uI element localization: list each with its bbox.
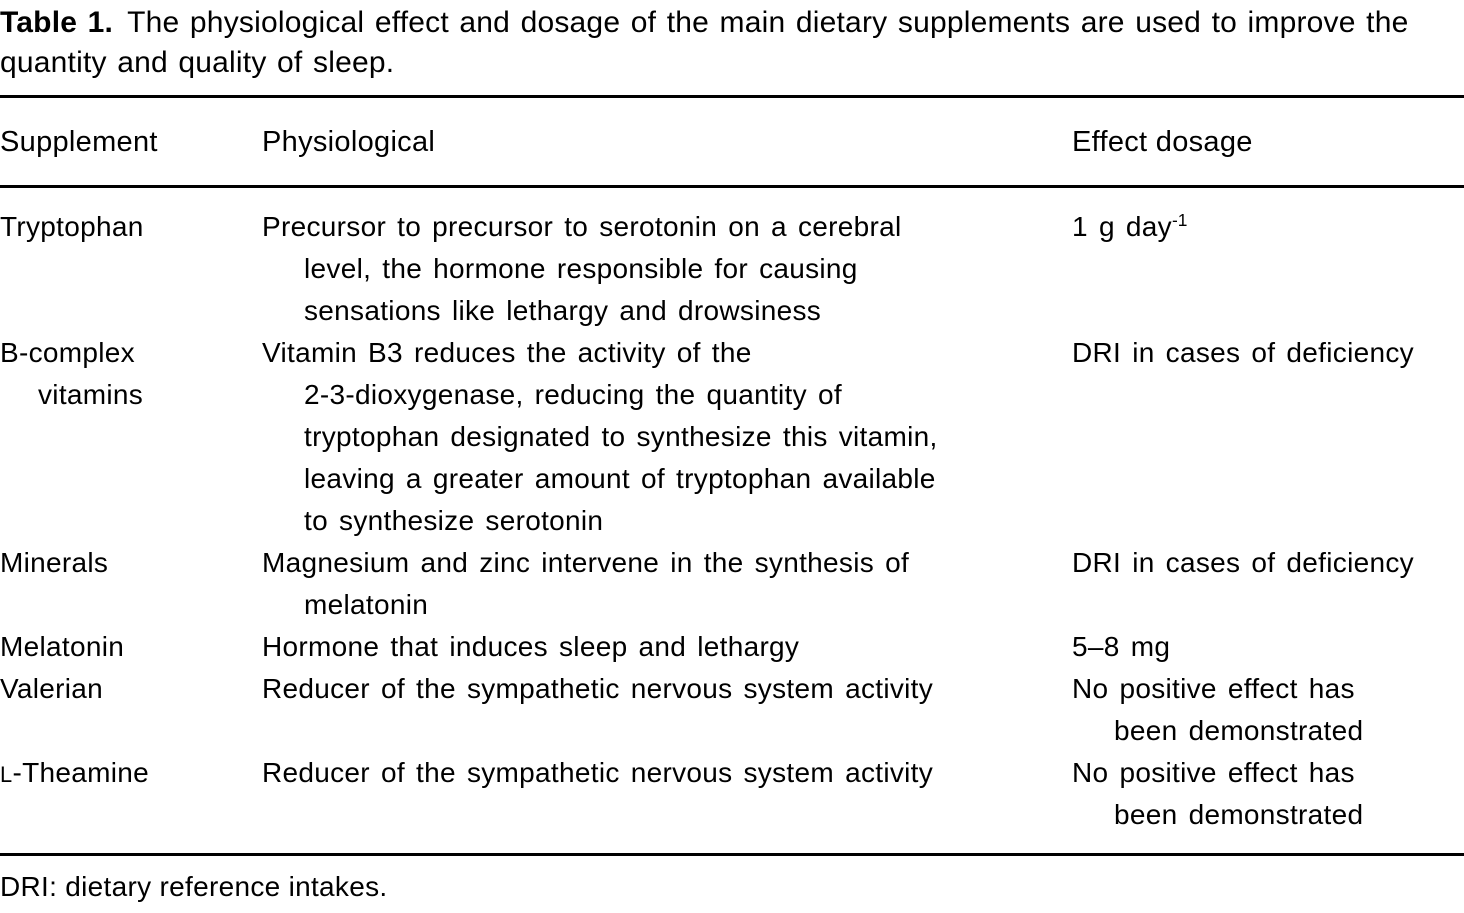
cell-line [1072, 206, 1464, 248]
small-caps: L [0, 762, 13, 787]
cell-line: Reducer of the sympathetic nervous system activity [262, 673, 934, 704]
table-top-rule [0, 95, 1464, 98]
dosage-cell [1072, 542, 1464, 626]
table-body [0, 206, 1464, 836]
cell-line: melatonin [304, 589, 429, 620]
cell-line: Tryptophan [0, 211, 144, 242]
table-row [0, 668, 1464, 752]
column-header-physiological: Physiological [262, 126, 436, 158]
cell-line [0, 752, 262, 794]
supplement-cell [0, 668, 262, 752]
table-row [0, 332, 1464, 542]
cell-line: been demonstrated [1114, 799, 1364, 830]
cell-line: Hormone that induces sleep and lethargy [262, 631, 800, 662]
cell-line: 5–8 mg [1072, 631, 1171, 662]
table-footnote: DRI: dietary reference intakes. [0, 871, 388, 902]
table-row [0, 542, 1464, 626]
physiological-cell [262, 542, 1072, 626]
dosage-cell [1072, 206, 1464, 332]
supplement-cell [0, 332, 262, 542]
column-header-effect-dosage: Effect dosage [1072, 126, 1253, 158]
table-caption [0, 3, 1464, 83]
physiological-cell [262, 206, 1072, 332]
table-header-row [0, 121, 1464, 163]
supplement-cell [0, 206, 262, 332]
physiological-cell [262, 752, 1072, 836]
table-row [0, 626, 1464, 668]
cell-line: 2-3-dioxygenase, reducing the quantity of [304, 379, 842, 410]
table-header-rule [0, 185, 1464, 188]
cell-line: Minerals [0, 547, 109, 578]
cell-line: B-complex [0, 337, 135, 368]
cell-line: DRI in cases of deficiency [1072, 337, 1414, 368]
table-caption-label: Table 1. [0, 6, 114, 39]
cell-line: vitamins [38, 379, 144, 410]
physiological-cell [262, 626, 1072, 668]
physiological-cell [262, 668, 1072, 752]
column-header-supplement: Supplement [0, 126, 158, 158]
cell-line: Valerian [0, 673, 104, 704]
cell-line: tryptophan designated to synthesize this vitamin, [304, 421, 938, 452]
table-row [0, 206, 1464, 332]
cell-line: leaving a greater amount of tryptophan available [304, 463, 936, 494]
cell-line: No positive effect has [1072, 673, 1355, 704]
cell-line: Magnesium and zinc intervene in the synthesis of [262, 547, 910, 578]
physiological-cell [262, 332, 1072, 542]
cell-line: DRI in cases of deficiency [1072, 547, 1414, 578]
supplement-cell [0, 626, 262, 668]
cell-line: Reducer of the sympathetic nervous system activity [262, 757, 934, 788]
cell-line: to synthesize serotonin [304, 505, 604, 536]
supplement-cell [0, 542, 262, 626]
dosage-cell [1072, 752, 1464, 836]
cell-line: been demonstrated [1114, 715, 1364, 746]
cell-line: No positive effect has [1072, 757, 1355, 788]
text-segment: -Theamine [12, 757, 149, 788]
cell-line: Vitamin B3 reduces the activity of the [262, 337, 752, 368]
dosage-cell [1072, 668, 1464, 752]
text-segment: 1 g day [1072, 211, 1172, 242]
supplement-cell [0, 752, 262, 836]
dosage-cell [1072, 626, 1464, 668]
cell-line: level, the hormone responsible for causing [304, 253, 858, 284]
cell-line: Melatonin [0, 631, 125, 662]
cell-line: Precursor to precursor to serotonin on a cerebral [262, 211, 902, 242]
table-bottom-rule [0, 853, 1464, 856]
superscript: -1 [1171, 210, 1188, 230]
cell-line: sensations like lethargy and drowsiness [304, 295, 822, 326]
table-row [0, 752, 1464, 836]
dosage-cell [1072, 332, 1464, 542]
table-caption-text: The physiological effect and dosage of the main dietary supplements are used to improve the quantity and quality of sleep. [0, 6, 1409, 79]
